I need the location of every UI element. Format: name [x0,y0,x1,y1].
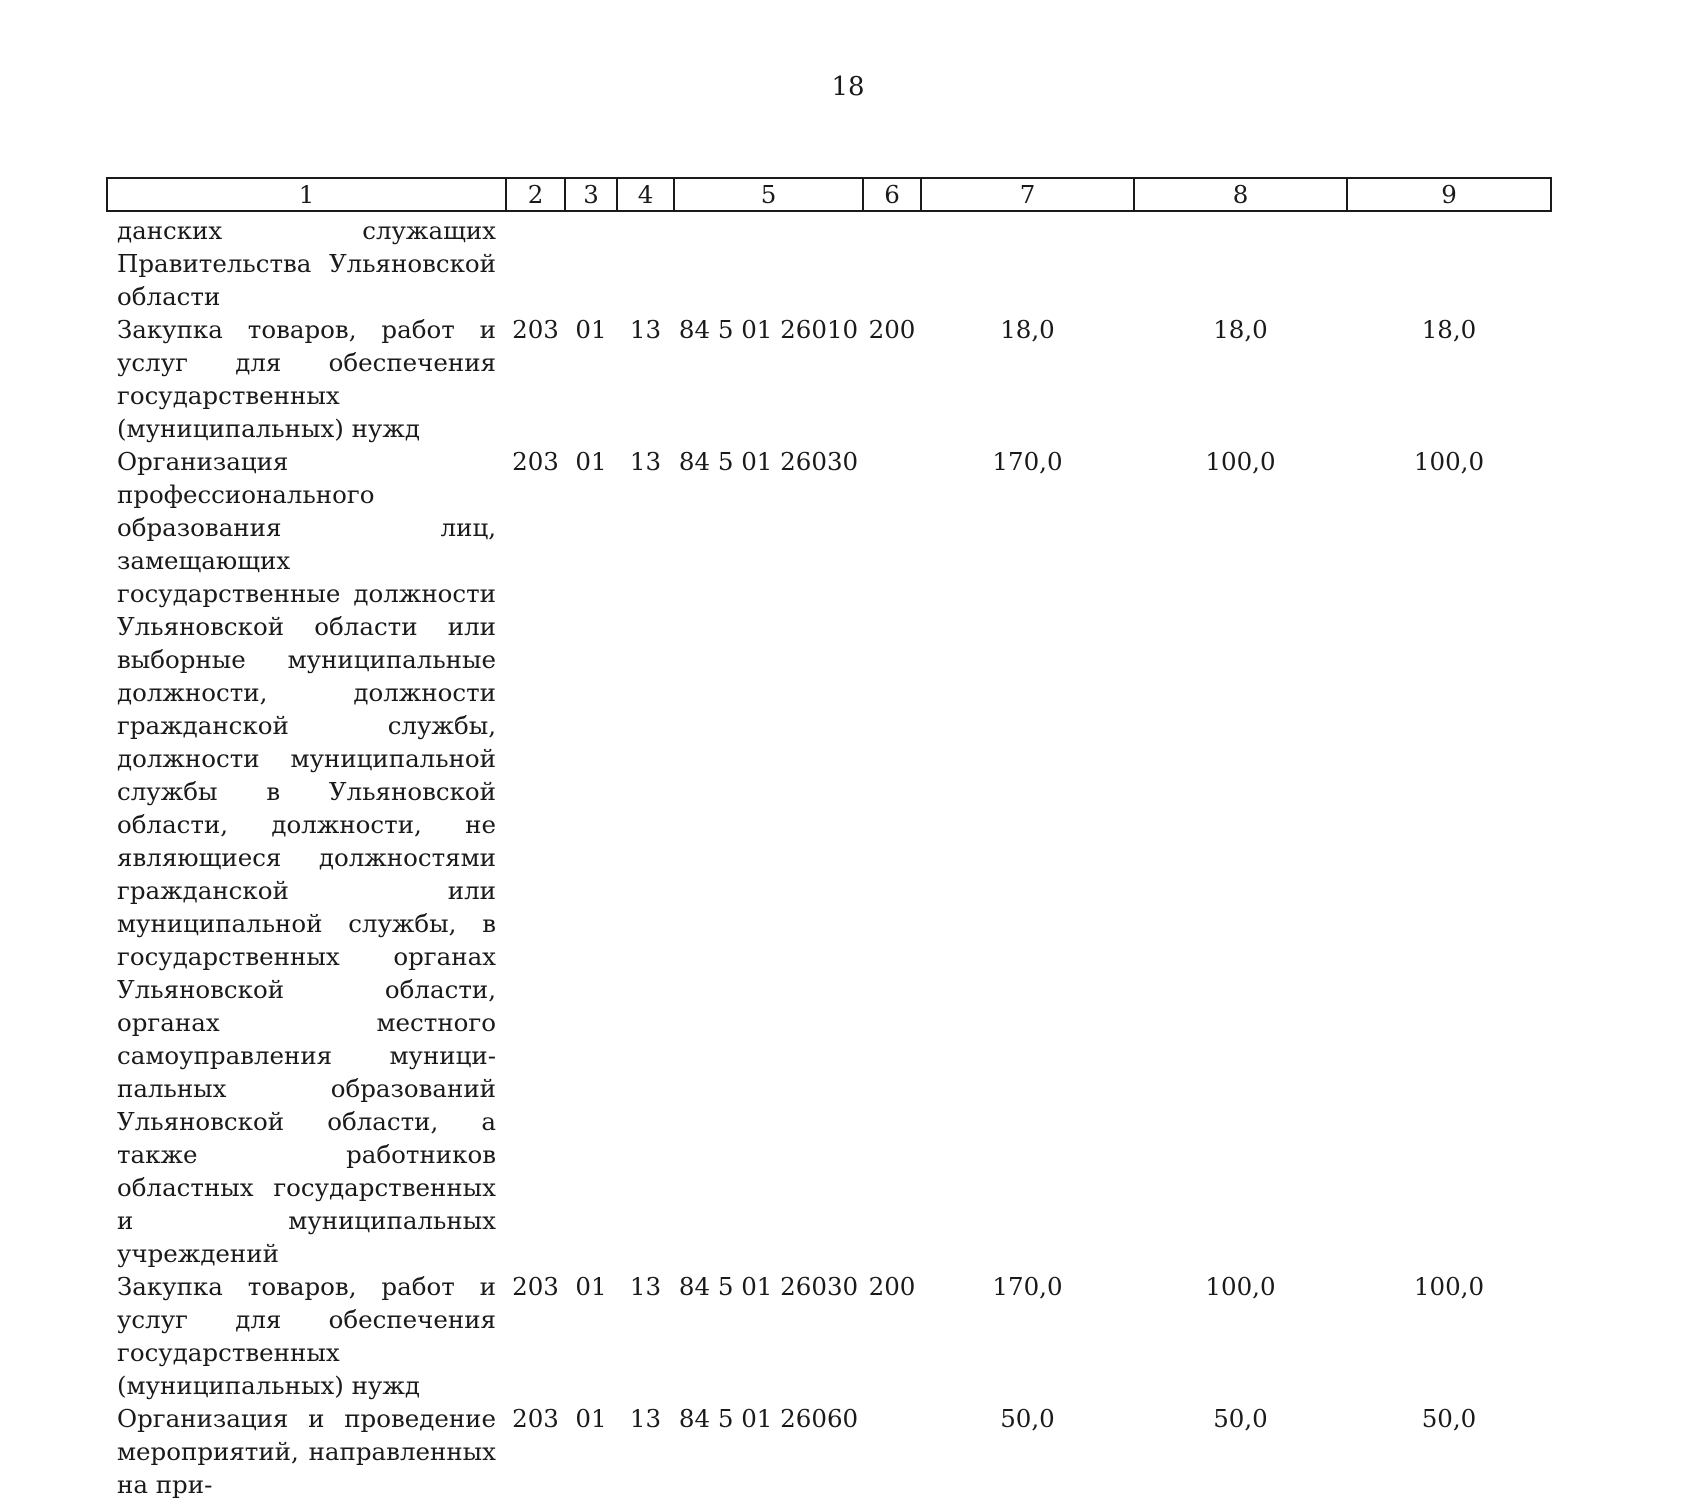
row-csr: 84 5 01 26030 [678,1272,859,1301]
column-header: 2 [506,178,565,211]
row-amount-1: 18,0 [1000,315,1055,344]
row-grbs: 203 [512,1272,559,1301]
row-csr: 84 5 01 26010 [678,315,859,344]
row-csr [674,211,863,313]
row-pr [617,211,674,313]
row-amount-3 [1347,211,1551,313]
row-vr: 200 [868,1272,916,1301]
row-rz: 01 [575,315,607,344]
row-rz [565,211,617,313]
row-name: данских служащих Правительства Ульяновской области [117,216,496,311]
row-amount-2: 50,0 [1213,1404,1268,1433]
row-pr: 13 [629,315,662,344]
row-grbs: 203 [512,447,559,476]
row-grbs: 203 [512,1404,559,1433]
row-amount-2: 100,0 [1205,447,1276,476]
row-amount-3: 100,0 [1413,447,1485,476]
table-row [107,211,1551,313]
column-header: 5 [674,178,863,211]
budget-table [106,177,1552,1501]
row-vr [863,211,921,313]
row-pr: 13 [629,447,662,476]
column-header: 4 [617,178,674,211]
row-rz: 01 [575,447,607,476]
row-grbs [506,211,565,313]
table-header-row [107,178,1551,211]
row-amount-3: 100,0 [1413,1272,1485,1301]
column-header: 6 [863,178,921,211]
column-header: 1 [107,178,506,211]
row-amount-1: 170,0 [992,1272,1063,1301]
row-name: Организация профессионального образования лиц, замещающих государственные должности Ульяновской области или выборные муниципальные должности, должности гражданской службы, должности муниципальной службы в Ульяновской области, должности, не являющиеся должностями гражданской или муниципальной службы, в государственных органах Ульяновской области, органах местного самоуправления муниципальных образований Ульяновской области, а также работников областных государственных и муниципальных учреждений [117,447,496,1268]
row-amount-1 [921,211,1134,313]
row-csr: 84 5 01 26030 [678,447,859,476]
row-grbs: 203 [512,315,559,344]
column-header: 7 [921,178,1134,211]
row-name: Закупка товаров, работ и услуг для обеспечения государственных (муниципальных) нужд [117,1272,496,1400]
row-name: Закупка товаров, работ и услуг для обеспечения государственных (муниципальных) нужд [117,315,496,443]
page-number: 18 [831,72,865,102]
row-pr: 13 [629,1272,662,1301]
table-row [107,445,1551,1270]
row-vr [863,1402,921,1501]
row-amount-2: 100,0 [1205,1272,1276,1301]
row-rz: 01 [575,1404,607,1433]
row-vr [863,445,921,1270]
row-amount-3: 18,0 [1421,315,1477,344]
row-amount-2 [1134,211,1347,313]
row-amount-1: 50,0 [1000,1404,1055,1433]
row-vr: 200 [868,315,916,344]
row-amount-1: 170,0 [992,447,1063,476]
row-pr: 13 [629,1404,662,1433]
table-row [107,1270,1551,1402]
table-row [107,1402,1551,1501]
row-csr: 84 5 01 26060 [678,1404,859,1433]
table-row [107,313,1551,445]
column-header: 3 [565,178,617,211]
row-rz: 01 [575,1272,607,1301]
row-amount-2: 18,0 [1213,315,1268,344]
row-amount-3: 50,0 [1421,1404,1477,1433]
column-header: 9 [1347,178,1551,211]
column-header: 8 [1134,178,1347,211]
row-name: Организация и проведение мероприятий, направленных на при- [117,1404,496,1499]
